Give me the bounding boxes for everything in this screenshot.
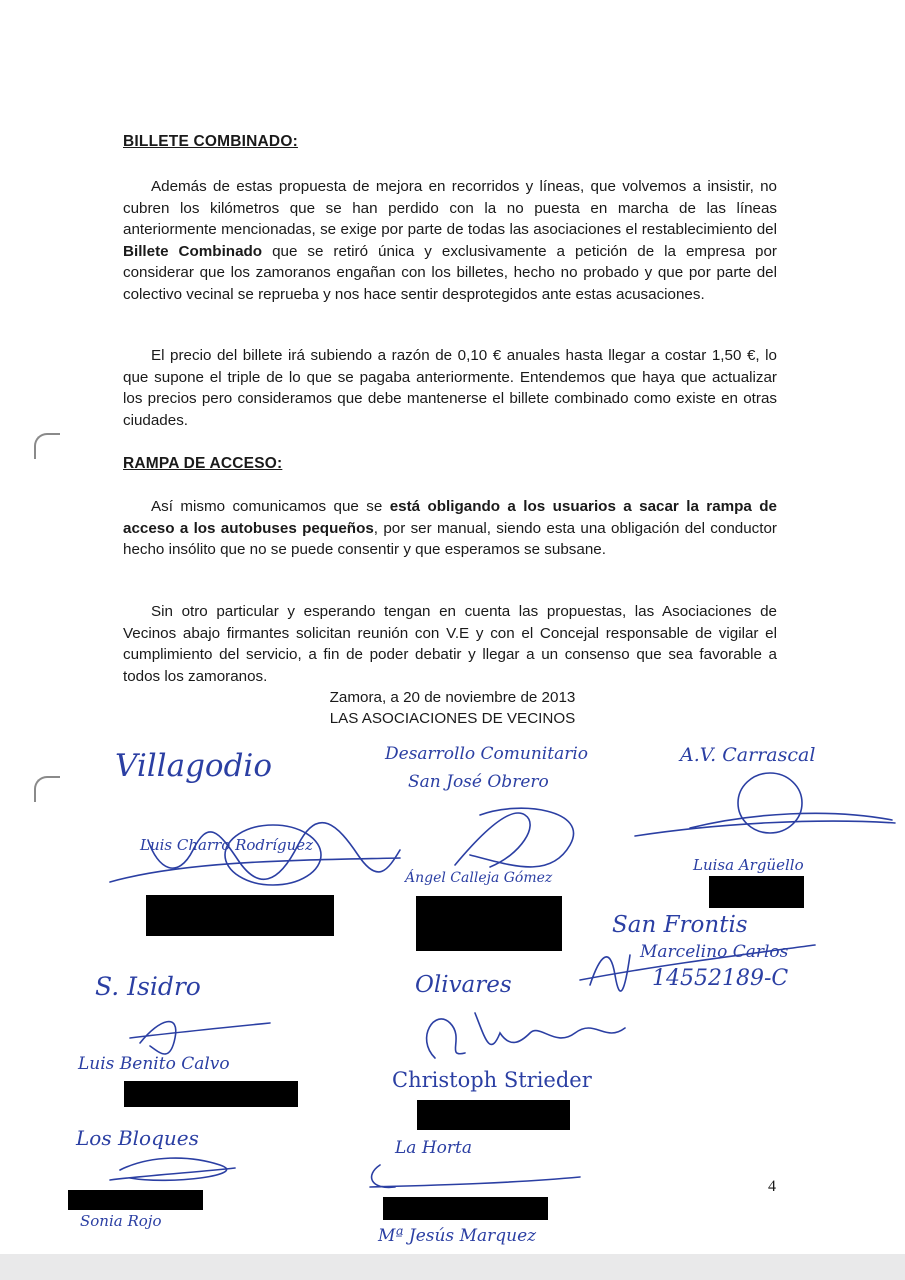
association-san-jose-obrero-line-2: San José Obrero <box>408 772 549 792</box>
signer-san-jose-obrero: Ángel Calleja Gómez <box>405 870 553 886</box>
signature-san-isidro <box>130 1008 280 1058</box>
signature-san-jose-obrero <box>450 795 600 875</box>
section-heading-rampa-acceso: RAMPA DE ACCESO: <box>123 455 283 472</box>
redacted-block <box>383 1197 548 1220</box>
signer-villagodio: Luis Charro Rodríguez <box>140 836 314 854</box>
association-san-jose-obrero-line-1: Desarrollo Comunitario <box>385 744 589 764</box>
san-frontis-id: 14552189-C <box>652 966 789 991</box>
association-carrascal: A.V. Carrascal <box>680 744 816 766</box>
signer-los-bloques: Sonia Rojo <box>80 1212 162 1230</box>
billete-paragraph-1: Además de estas propuesta de mejora en recorridos y líneas, que volvemos a insistir, no cubren los kilómetros que se han perdido con la no puesta en marcha de las líneas anteriormente mencionadas, se exige por parte de todas las asociaciones el restablecimiento del Billete Combinado que se retiró única y exclusivamente a petición de la empresa por considerar que los zamoranos engañan con los billetes, hecho no probado y que por parte del colectivo vecinal se reprueba y nos hace sentir desprotegidos ante estas acusaciones. <box>123 178 777 303</box>
association-los-bloques: Los Bloques <box>76 1126 199 1150</box>
signer-la-horta: Mª Jesús Marquez <box>378 1226 537 1246</box>
redacted-block <box>146 895 334 936</box>
signature-los-bloques <box>110 1150 240 1190</box>
signature-la-horta <box>365 1155 585 1195</box>
closing-paragraph: Sin otro particular y esperando tengan en cuenta las propuestas, las Asociaciones de Vecinos abajo firmantes solicitan reunión con V.E y con el Concejal responsable de vigilar el cumplimiento del servicio, a fin de poder debatir y llegar a un consenso que sea favorable a todos los zamoranos. <box>123 603 777 685</box>
redacted-block <box>416 896 562 951</box>
punch-hole-mark <box>34 433 60 459</box>
signer-carrascal: Luisa Argüello <box>693 856 804 874</box>
signer-olivares: Christoph Strieder <box>392 1068 592 1092</box>
punch-hole-mark <box>34 776 60 802</box>
redacted-block <box>417 1100 570 1130</box>
rampa-paragraph: Así mismo comunicamos que se está obligando a los usuarios a sacar la rampa de acceso a los autobuses pequeños, por ser manual, siendo esta una obligación del conductor hecho insólito que no se puede consentir y que esperamos se subsane. <box>123 498 777 558</box>
signature-olivares <box>405 998 635 1068</box>
signatories-title: LAS ASOCIACIONES DE VECINOS <box>329 710 576 727</box>
association-olivares: Olivares <box>415 972 512 998</box>
redacted-block <box>709 876 804 908</box>
association-san-isidro: S. Isidro <box>95 972 201 1001</box>
redacted-block <box>68 1190 203 1210</box>
signer-san-frontis: Marcelino Carlos <box>640 942 789 962</box>
association-villagodio: Villagodio <box>115 748 272 784</box>
billete-paragraph-2: El precio del billete irá subiendo a razón de 0,10 € anuales hasta llegar a costar 1,50 €, lo que supone el triple de lo que se pagaba anteriormente. Entendemos que haya que actualizar los precios pero consideramos que debe mantenerse el billete combinado como existe en otras ciudades. <box>123 347 777 429</box>
page-number: 4 <box>768 1178 776 1195</box>
signer-san-isidro: Luis Benito Calvo <box>78 1054 230 1074</box>
signature-carrascal <box>630 768 900 848</box>
association-la-horta: La Horta <box>395 1138 472 1158</box>
scan-bottom-edge <box>0 1254 905 1280</box>
association-san-frontis: San Frontis <box>612 912 748 938</box>
redacted-block <box>124 1081 298 1107</box>
section-heading-billete-combinado: BILLETE COMBINADO: <box>123 133 298 150</box>
place-date: Zamora, a 20 de noviembre de 2013 <box>329 689 576 706</box>
